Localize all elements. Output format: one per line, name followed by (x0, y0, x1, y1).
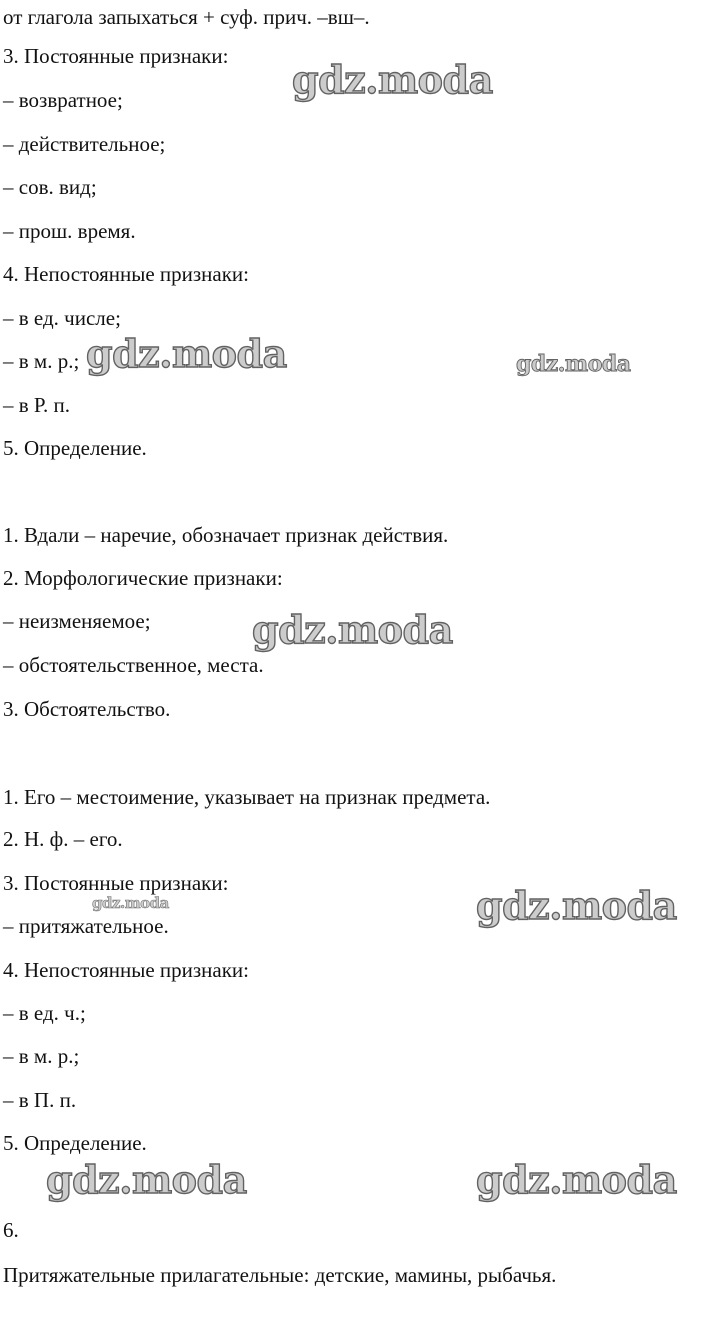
watermark: gdz.moda (476, 883, 677, 928)
text-line: – в ед. ч.; (3, 1001, 86, 1025)
text-line: – действительное; (3, 132, 166, 156)
text-line: 5. Определение. (3, 1131, 147, 1155)
text-line: – неизменяемое; (3, 609, 151, 633)
text-line: – сов. вид; (3, 175, 97, 199)
text-line: Притяжательные прилагательные: детские, мамины, рыбачья. (3, 1263, 557, 1287)
text-line: – в П. п. (3, 1088, 77, 1112)
watermark: gdz.moda (476, 1157, 677, 1202)
text-line: – в м. р.; (3, 1044, 80, 1068)
watermark: gdz.moda (92, 894, 169, 912)
watermark: gdz.moda (516, 351, 631, 377)
text-line: 4. Непостоянные признаки: (3, 958, 249, 982)
text-line: 3. Постоянные признаки: (3, 44, 229, 68)
watermark: gdz.moda (86, 331, 287, 376)
text-line: – в м. р.; (3, 349, 80, 373)
text-line: – в Р. п. (3, 393, 70, 417)
text-line: – прош. время. (3, 219, 136, 243)
text-line: 1. Его – местоимение, указывает на признак предмета. (3, 785, 491, 809)
text-line: 5. Определение. (3, 436, 147, 460)
text-line: 1. Вдали – наречие, обозначает признак действия. (3, 523, 449, 547)
text-line: 6. (3, 1218, 19, 1242)
text-line: от глагола запыхаться + суф. прич. –вш–. (3, 5, 370, 29)
text-line: 4. Непостоянные признаки: (3, 262, 249, 286)
watermark: gdz.moda (292, 57, 493, 102)
text-line: 2. Морфологические признаки: (3, 566, 283, 590)
watermark: gdz.moda (252, 607, 453, 652)
text-line: – в ед. числе; (3, 306, 121, 330)
text-line: 2. Н. ф. – его. (3, 827, 123, 851)
text-line: – обстоятельственное, места. (3, 653, 264, 677)
text-line: – притяжательное. (3, 914, 169, 938)
watermark: gdz.moda (46, 1157, 247, 1202)
text-line: – возвратное; (3, 88, 123, 112)
text-line: 3. Постоянные признаки: (3, 871, 229, 895)
text-line: 3. Обстоятельство. (3, 697, 171, 721)
